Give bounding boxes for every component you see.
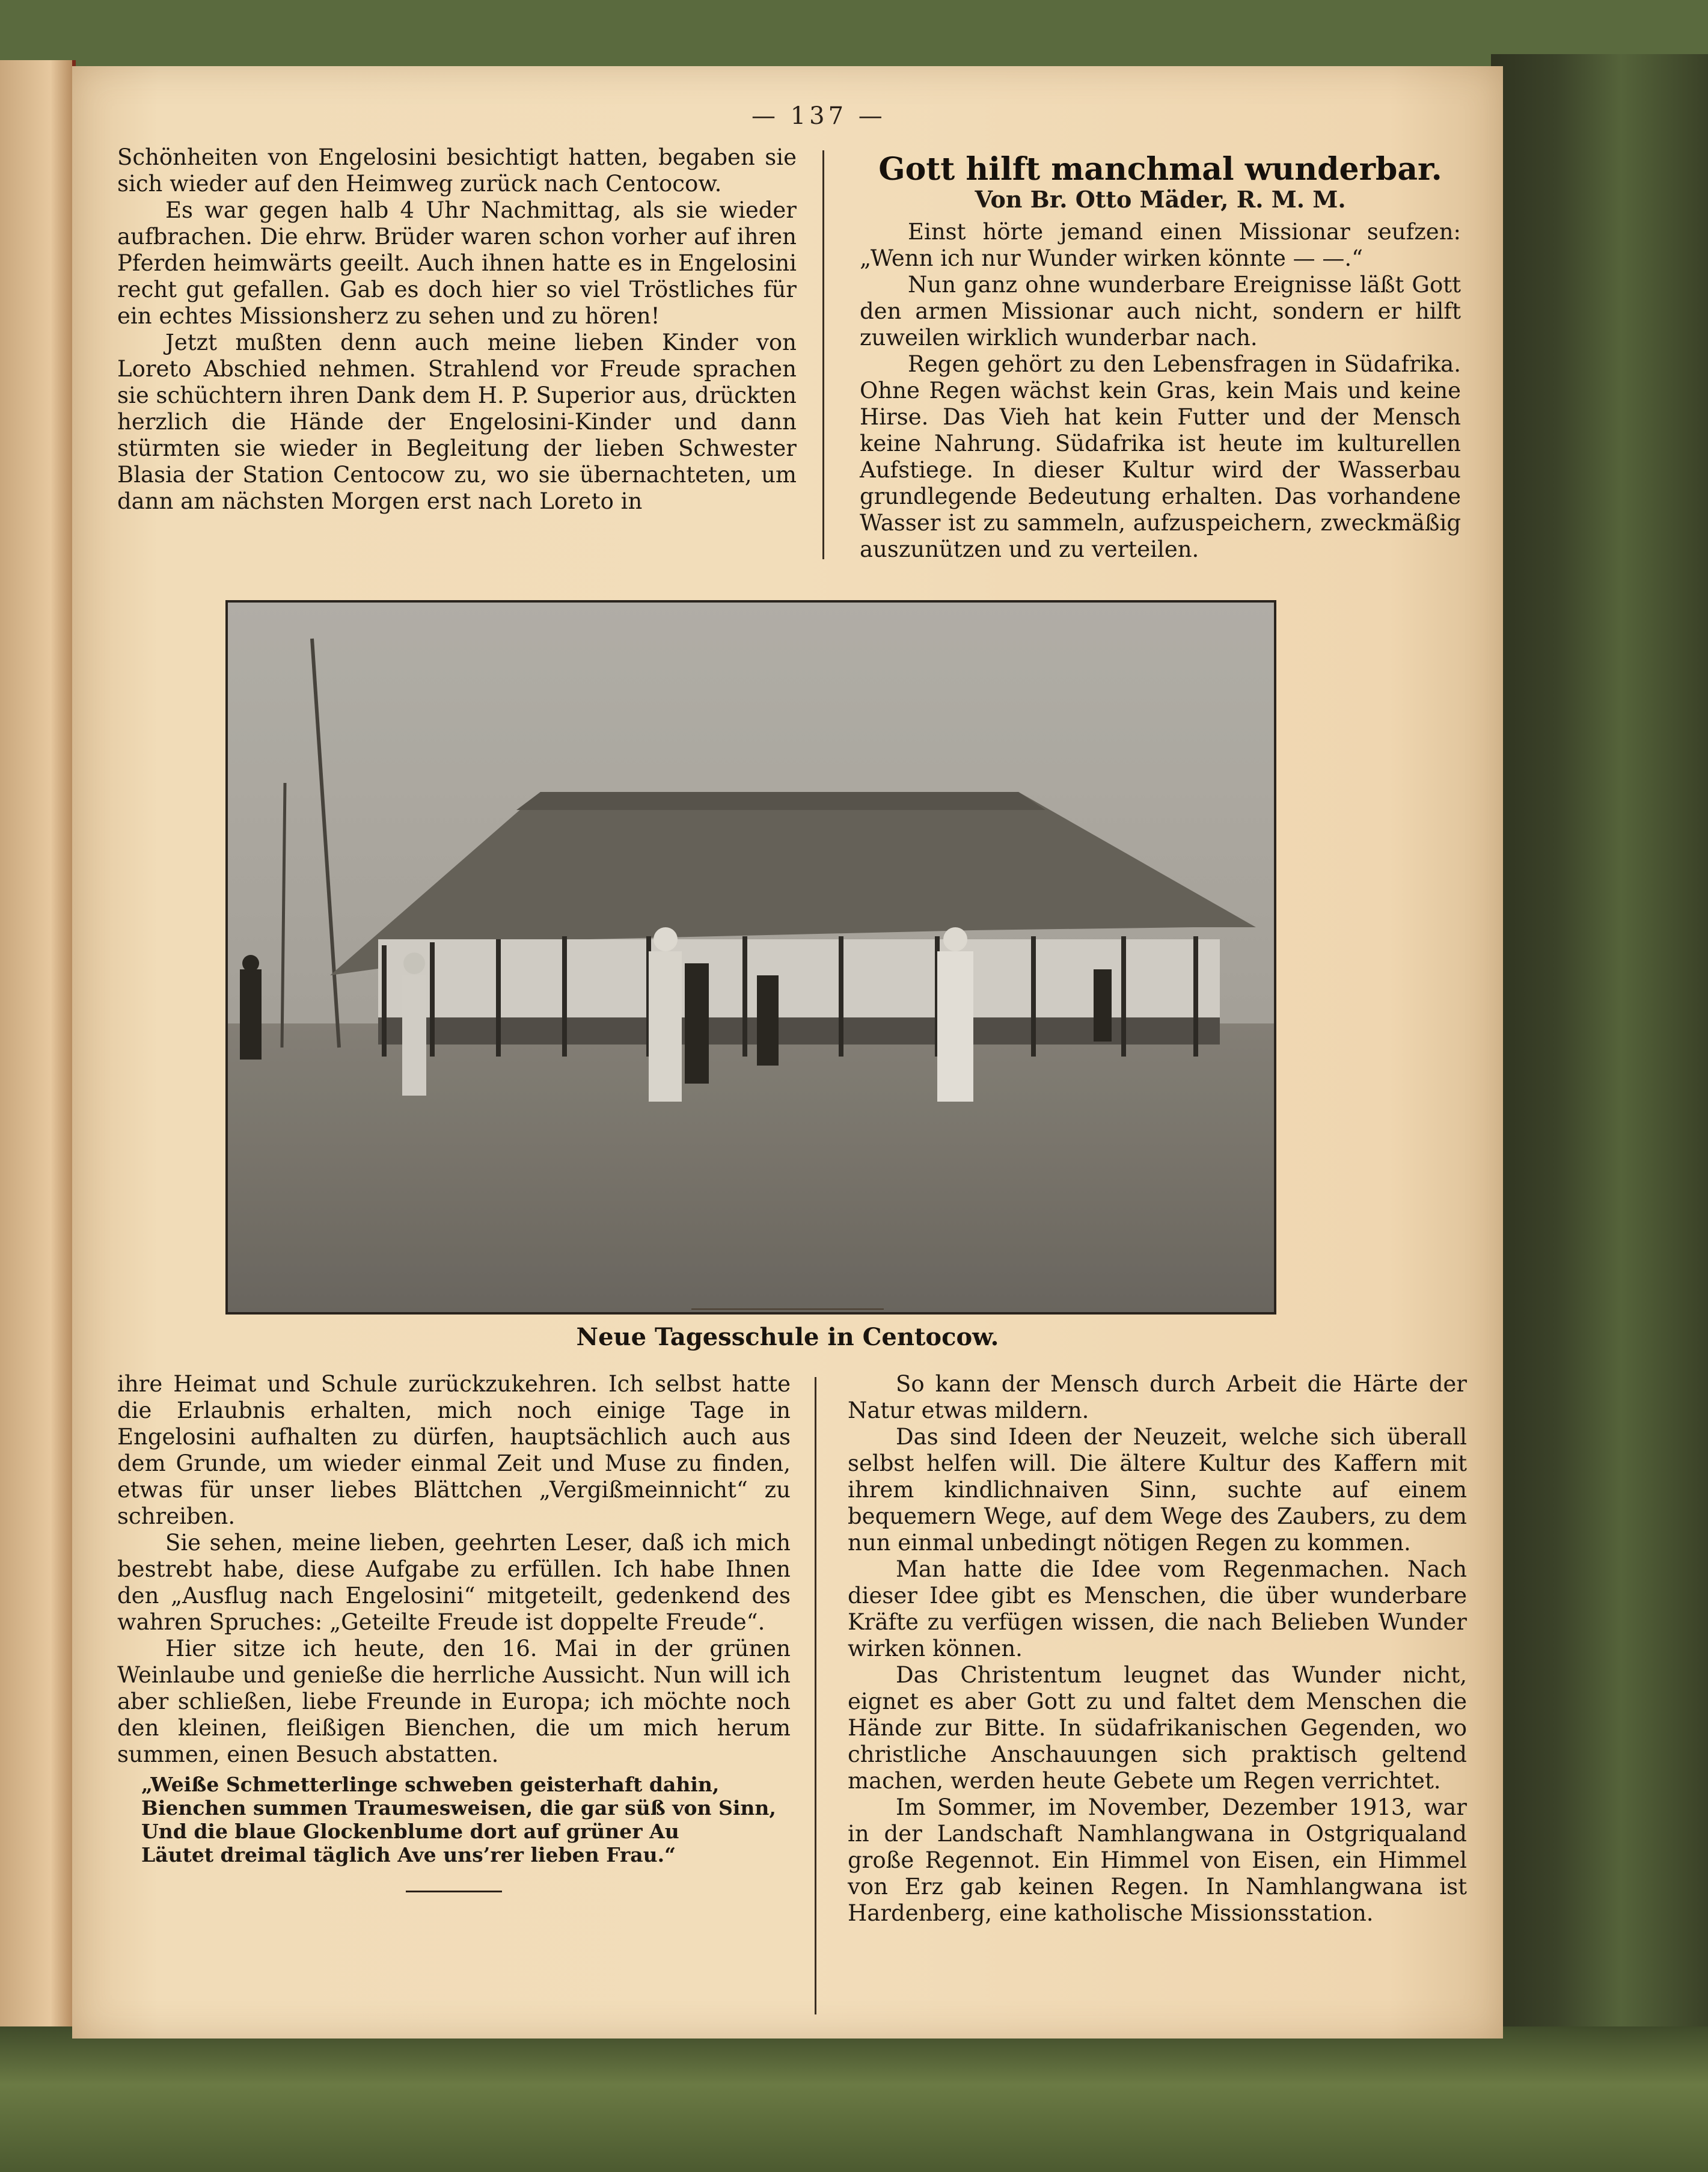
poem-line: Und die blaue Glockenblume dort auf grüner Au: [141, 1820, 679, 1843]
paragraph: Nun ganz ohne wunderbare Ereignisse läßt Gott den armen Missionar auch nicht, sondern er hilft zuweilen wirklich wunderbar nach.: [860, 272, 1461, 351]
article-byline: Von Br. Otto Mäder, R. M. M.: [975, 186, 1346, 213]
paragraph: ihre Heimat und Schule zurückzukehren. Ich selbst hatte die Erlaubnis erhalten, mich noch einige Tage in Engelosini aufhalten zu dürfen, hauptsächlich auch aus dem Grunde, um wieder einmal Zeit und Muse zu finden, etwas für unser liebes Blättchen „Vergißmeinnicht“ zu schreiben.: [117, 1371, 791, 1529]
column-divider: [815, 1377, 816, 2014]
page-number: — 137 —: [751, 102, 886, 130]
book-page: [72, 66, 1503, 2039]
article-title: Gott hilft manchmal wunderbar.: [878, 151, 1442, 188]
paragraph: Das sind Ideen der Neuzeit, welche sich überall selbst helfen will. Die ältere Kultur des Kaffern mit ihrem kindlichnaiven Sinn, suchte auf einem bequemern Wege, auf dem Wege des Zaubers, zu dem nun einmal unbedingt nötigen Regen zu kommen.: [848, 1424, 1467, 1556]
caption-rule: [691, 1308, 884, 1310]
paragraph: So kann der Mensch durch Arbeit die Härte der Natur etwas mildern.: [848, 1371, 1467, 1423]
poem-line: Bienchen summen Traumesweisen, die gar süß von Sinn,: [141, 1796, 776, 1820]
paragraph: Das Christentum leugnet das Wunder nicht, eignet es aber Gott zu und faltet dem Menschen die Hände zur Bitte. In südafrikanischen Gegenden, wo christliche Anschauungen sich praktisch geltend machen, werden heute Gebete um Regen verrichtet.: [848, 1662, 1467, 1794]
paragraph: Man hatte die Idee vom Regenmachen. Nach dieser Idee gibt es Menschen, die über wunderbare Kräfte zu verfügen wissen, die nach Belieben Wunder wirken können.: [848, 1556, 1467, 1661]
paragraph: Sie sehen, meine lieben, geehrten Leser, daß ich mich bestrebt habe, diese Aufgabe zu erfüllen. Ich habe Ihnen den „Ausflug nach Engelosini“ mitgeteilt, gedenkend des wahren Spruches: „Geteilte Freude ist doppelte Freude“.: [117, 1530, 791, 1635]
left-column-top: [117, 144, 797, 515]
paragraph: Jetzt mußten denn auch meine lieben Kinder von Loreto Abschied nehmen. Strahlend vor Freude sprachen sie schüchtern ihren Dank dem H. P. Superior aus, drückten herzlich die Hände der Engelosini-Kinder und dann stürmten sie wieder in Begleitung der lieben Schwester Blasia der Station Centocow zu, wo sie übernachteten, um dann am nächsten Morgen erst nach Loreto in: [117, 330, 797, 514]
book-bottom-edge: [0, 2026, 1708, 2172]
book-cover-edge: [1491, 54, 1708, 2026]
right-column-bottom: [848, 1371, 1467, 1927]
poem: [141, 1773, 791, 1867]
right-column-top: [860, 144, 1461, 563]
school-photograph: [225, 600, 1276, 1315]
left-page-edge: [0, 60, 76, 2045]
left-column-bottom: [117, 1371, 791, 1892]
paragraph: Hier sitze ich heute, den 16. Mai in der grünen Weinlaube und genieße die herrliche Aussicht. Nun will ich aber schließen, liebe Freunde in Europa; ich möchte noch den kleinen, fleißigen Bienchen, die um mich herum summen, einen Besuch abstatten.: [117, 1636, 791, 1767]
photo-illustration: [228, 603, 1274, 1312]
end-rule: [406, 1891, 502, 1892]
paragraph: Schönheiten von Engelosini besichtigt hatten, begaben sie sich wieder auf den Heimweg zurück nach Centocow.: [117, 144, 797, 197]
photo-caption: Neue Tagesschule in Centocow.: [576, 1323, 999, 1351]
column-divider: [822, 150, 824, 559]
paragraph: Regen gehört zu den Lebensfragen in Südafrika. Ohne Regen wächst kein Gras, kein Mais und keine Hirse. Das Vieh hat kein Futter und der Mensch keine Nahrung. Südafrika ist heute im kulturellen Aufstiege. In dieser Kultur wird der Wasserbau grundlegende Bedeutung erhalten. Das vorhandene Wasser ist zu sammeln, aufzuspeichern, zweckmäßig auszunützen und zu verteilen.: [860, 351, 1461, 562]
poem-line: „Weiße Schmetterlinge schweben geisterhaft dahin,: [141, 1773, 720, 1796]
paragraph: Im Sommer, im November, Dezember 1913, war in der Landschaft Namhlangwana in Ostgriqualand große Regennot. Ein Himmel von Eisen, ein Himmel von Erz gab keinen Regen. In Namhlangwana ist Hardenberg, eine katholische Missionsstation.: [848, 1794, 1467, 1926]
paragraph: Es war gegen halb 4 Uhr Nachmittag, als sie wieder aufbrachen. Die ehrw. Brüder waren schon vorher auf ihren Pferden heimwärts geeilt. Auch ihnen hatte es in Engelosini recht gut gefallen. Gab es doch hier so viel Tröstliches für ein echtes Missionsherz zu sehen und zu hören!: [117, 197, 797, 329]
poem-line: Läutet dreimal täglich Ave uns’rer lieben Frau.“: [141, 1843, 676, 1867]
paragraph: Einst hörte jemand einen Missionar seufzen: „Wenn ich nur Wunder wirken könnte — —.“: [860, 219, 1461, 271]
